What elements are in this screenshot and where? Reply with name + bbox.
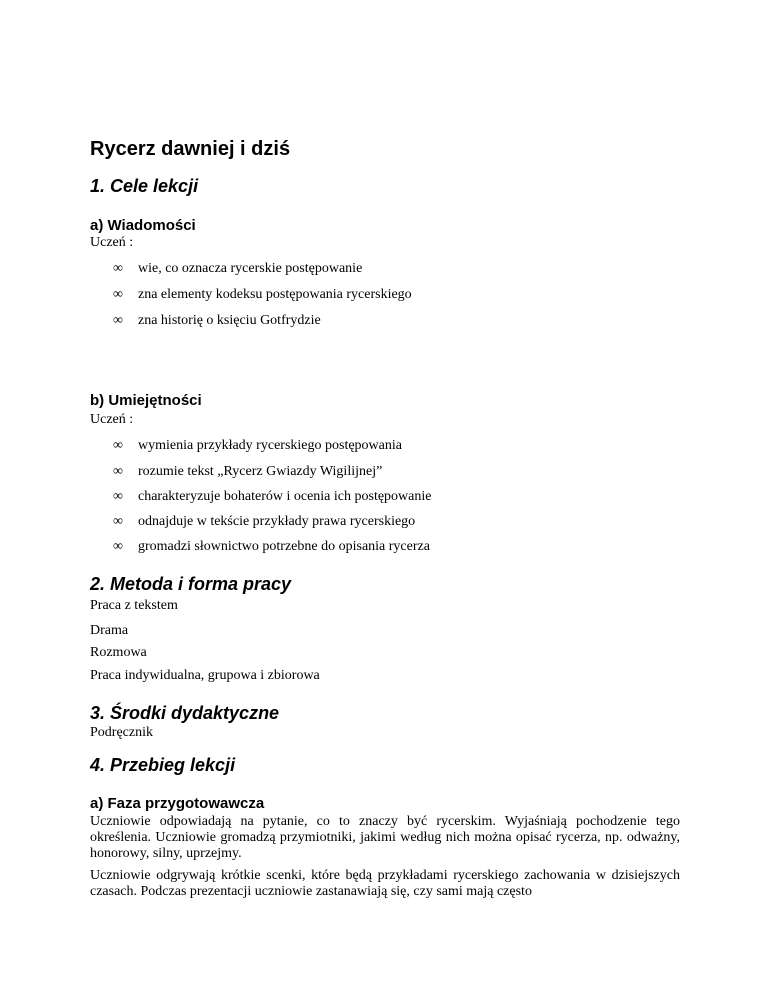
list-item (113, 539, 430, 555)
section-heading-goals: 1. Cele lekcji (90, 176, 199, 196)
infinity-bullet-icon: ∞ (113, 438, 123, 453)
list-item-text: zna historię o księciu Gotfrydzie (138, 313, 321, 328)
list-item-text: rozumie tekst „Rycerz Gwiazdy Wigilijnej” (138, 464, 383, 479)
infinity-bullet-icon: ∞ (113, 489, 123, 504)
section-heading-lesson-flow: 4. Przebieg lekcji (90, 755, 236, 775)
list-item-text: wie, co oznacza rycerskie postępowanie (138, 261, 363, 276)
list-item-text: gromadzi słownictwo potrzebne do opisania rycerza (138, 539, 430, 554)
resource-line: Podręcznik (90, 725, 153, 740)
infinity-bullet-icon: ∞ (113, 261, 123, 276)
section-heading-resources: 3. Środki dydaktyczne (90, 703, 280, 723)
paragraph: Uczniowie odpowiadają na pytanie, co to znaczy być rycerskim. Wyjaśniają pochodzenie tego określenia. Uczniowie gromadzą przymiotniki, jakimi według nich można opisać rycerza, np. odważny, honorowy, silny, uprzejmy. (90, 814, 680, 861)
infinity-bullet-icon: ∞ (113, 464, 123, 479)
list-item (113, 438, 402, 454)
method-line: Drama (90, 623, 129, 638)
list-item (113, 489, 431, 505)
list-item-text: odnajduje w tekście przykłady prawa rycerskiego (138, 514, 416, 529)
infinity-bullet-icon: ∞ (113, 313, 123, 328)
method-line: Praca z tekstem (90, 598, 178, 613)
subheading-preparation: a) Faza przygotowawcza (90, 795, 265, 812)
section-heading-method: 2. Metoda i forma pracy (90, 574, 292, 594)
intro-text: Uczeń : (90, 412, 134, 427)
infinity-bullet-icon: ∞ (113, 514, 123, 529)
list-item-text: charakteryzuje bohaterów i ocenia ich postępowanie (138, 489, 432, 504)
subheading-skills: b) Umiejętności (90, 392, 202, 409)
method-line: Praca indywidualna, grupowa i zbiorowa (90, 668, 320, 683)
method-line: Rozmowa (90, 645, 147, 660)
list-item (113, 514, 415, 530)
intro-text: Uczeń : (90, 235, 134, 250)
list-item (113, 464, 382, 480)
infinity-bullet-icon: ∞ (113, 539, 123, 554)
document-title: Rycerz dawniej i dziś (90, 138, 291, 160)
infinity-bullet-icon: ∞ (113, 287, 123, 302)
list-item (113, 261, 362, 277)
list-item-text: zna elementy kodeksu postępowania rycerskiego (138, 287, 412, 302)
paragraph: Uczniowie odgrywają krótkie scenki, które będą przykładami rycerskiego zachowania w dzisiejszych czasach. Podczas prezentacji uczniowie zastanawiają się, czy sami mają często (90, 868, 680, 899)
subheading-knowledge: a) Wiadomości (90, 217, 196, 234)
list-item-text: wymienia przykłady rycerskiego postępowania (138, 438, 402, 453)
list-item (113, 313, 321, 329)
list-item (113, 287, 412, 303)
